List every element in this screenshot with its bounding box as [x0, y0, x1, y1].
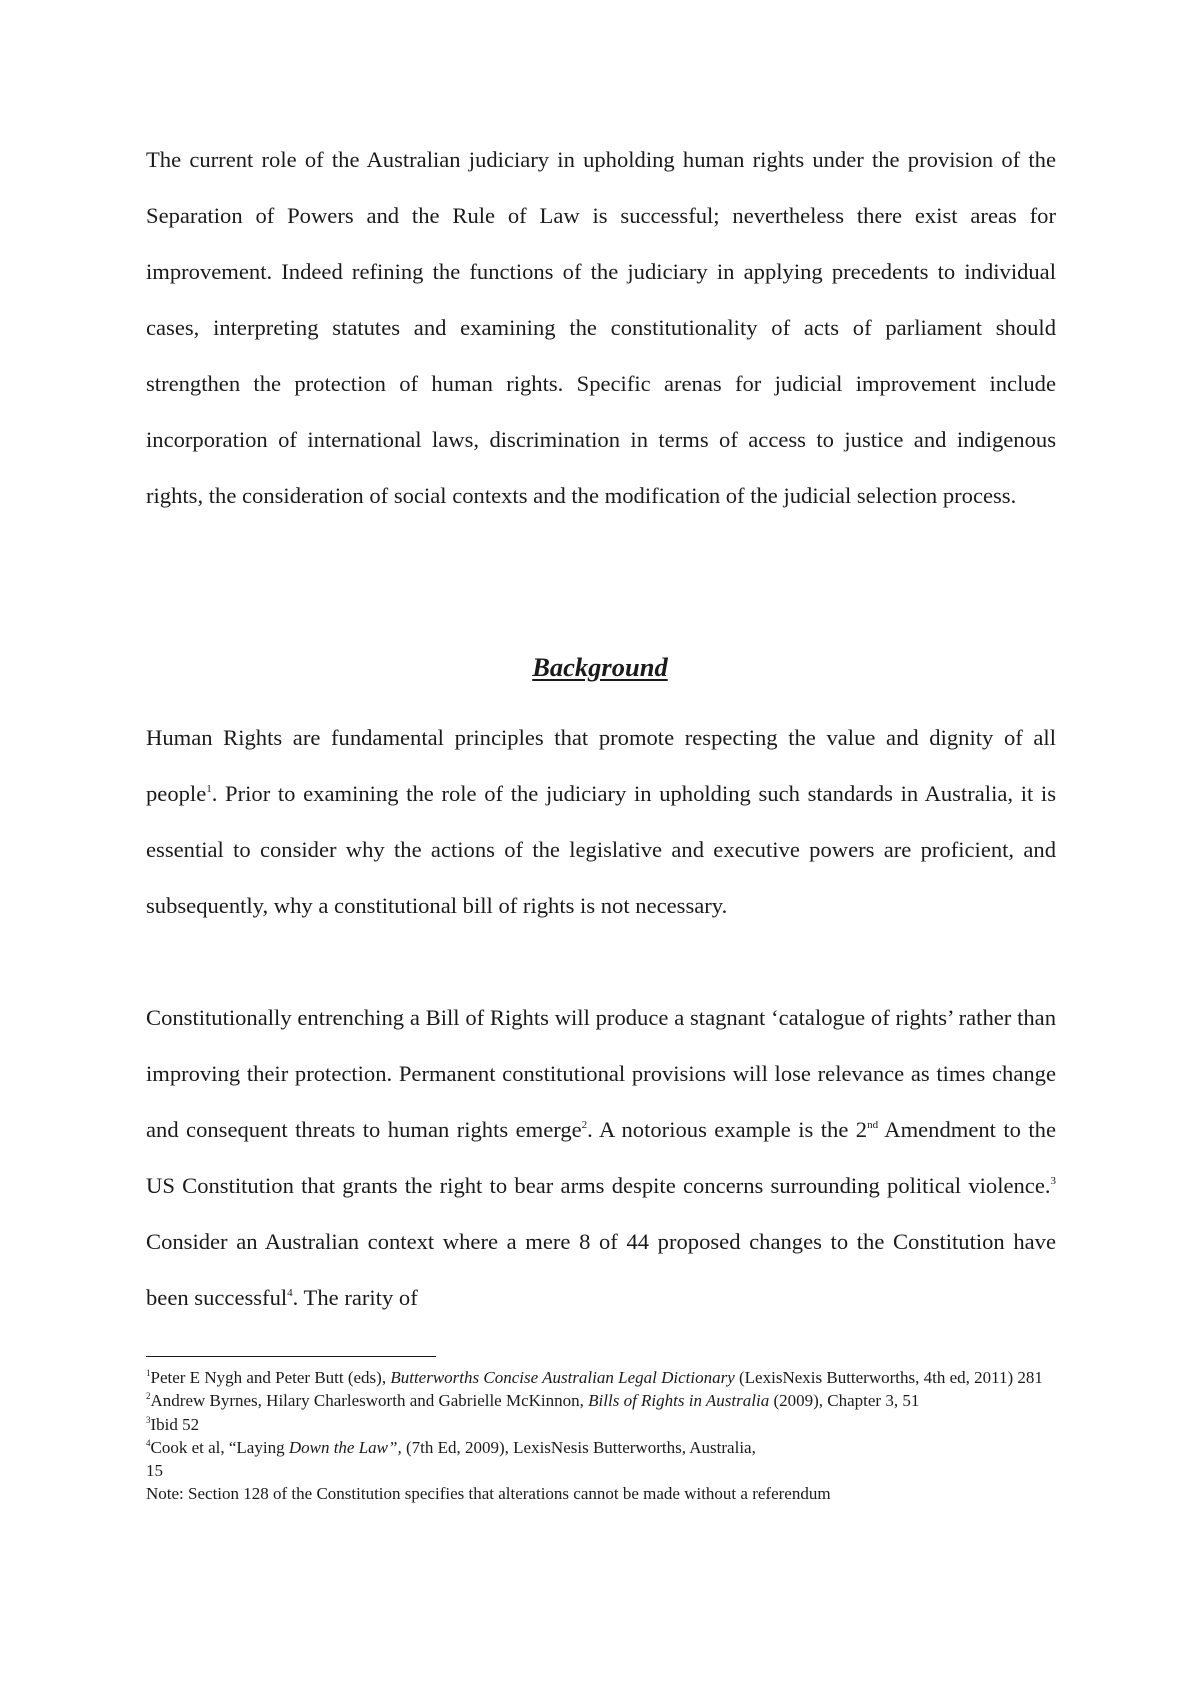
bill-text-3: Amendment to the US Constitution that grants the right to bear arms despite concerns surrounding political violence. — [146, 1117, 1056, 1198]
section-heading-background: Background — [532, 652, 668, 682]
footnote-4 — [146, 1436, 1056, 1483]
intro-text: The current role of the Australian judiciary in upholding human rights under the provision of the Separation of Powers and the Rule of Law is successful; nevertheless there exist areas for improvement. Indeed refining the functions of the judiciary in applying precedents to individual cases, interpreting statutes and examining the constitutionality of acts of parliament should strengthen the protection of human rights. Specific arenas for judicial improvement include incorporation of international laws, discrimination in terms of access to justice and indigenous rights, the consideration of social contexts and the modification of the judicial selection process. — [146, 147, 1056, 508]
bill-text-1: Constitutionally entrenching a Bill of Rights will produce a stagnant ‘catalogue of rights’ rather than improving their protection. Permanent constitutional provisions will lose relevance as times change and consequent threats to human rights emerge — [146, 1005, 1056, 1142]
footnote-title: Butterworths Concise Australian Legal Dictionary — [390, 1368, 735, 1387]
footnote-1 — [146, 1366, 1056, 1389]
footnote-text: Cook et al, “Laying — [150, 1437, 289, 1457]
footnote-text: (LexisNexis Butterworths, 4th ed, 2011) 281 — [734, 1368, 1043, 1387]
background-paragraph — [146, 710, 1056, 934]
background-text-1: Human Rights are fundamental principles that promote respecting the value and dignity of all people — [146, 725, 1056, 806]
footnote-3 — [146, 1413, 1056, 1436]
bill-text-4: Consider an Australian context where a mere 8 of 44 proposed changes to the Constitution have been successful — [146, 1229, 1056, 1310]
footnote-text: Andrew Byrnes, Hilary Charlesworth and Gabrielle McKinnon, — [150, 1391, 589, 1411]
footnote-text: Peter E Nygh and Peter Butt (eds), — [150, 1368, 391, 1387]
footnote-title: Bills of Rights in Australia — [588, 1391, 770, 1411]
bill-of-rights-paragraph — [146, 990, 1056, 1326]
footnote-number: 2 — [146, 1391, 151, 1402]
footnote-number: 1 — [146, 1368, 151, 1378]
bill-text-5: . The rarity of — [292, 1285, 418, 1310]
footnote-ref-1[interactable]: 1 — [206, 783, 212, 795]
bill-text-2: . A notorious example is the 2 — [587, 1117, 868, 1142]
footnote-text: (7th Ed, 2009), LexisNesis Butterworths, Australia, — [401, 1437, 756, 1457]
footnote-number: 3 — [146, 1414, 151, 1425]
footnote-2 — [146, 1389, 1056, 1412]
footnote-title: Down the Law”, — [288, 1437, 402, 1457]
footnote-number: 4 — [146, 1437, 151, 1448]
footnote-ref-3[interactable]: 3 — [1050, 1175, 1056, 1187]
intro-paragraph — [146, 132, 1056, 524]
footnote-ref-4[interactable]: 4 — [287, 1287, 293, 1299]
ordinal-suffix: nd — [867, 1119, 879, 1131]
footnotes-section — [146, 1366, 1056, 1506]
footnote-page: 15 — [146, 1461, 163, 1481]
footnote-note: Note: Section 128 of the Constitution specifies that alterations cannot be made without a referendum — [146, 1484, 831, 1504]
footnote-separator — [146, 1356, 436, 1357]
footnote-ref-2[interactable]: 2 — [581, 1119, 588, 1131]
footnote-text: (2009), Chapter 3, 51 — [769, 1391, 920, 1411]
background-text-2: . Prior to examining the role of the judiciary in upholding such standards in Australia, it is essential to consider why the actions of the legislative and executive powers are proficient, and subsequently, why a constitutional bill of rights is not necessary. — [146, 781, 1056, 918]
footnote-text: Ibid 52 — [150, 1414, 200, 1434]
